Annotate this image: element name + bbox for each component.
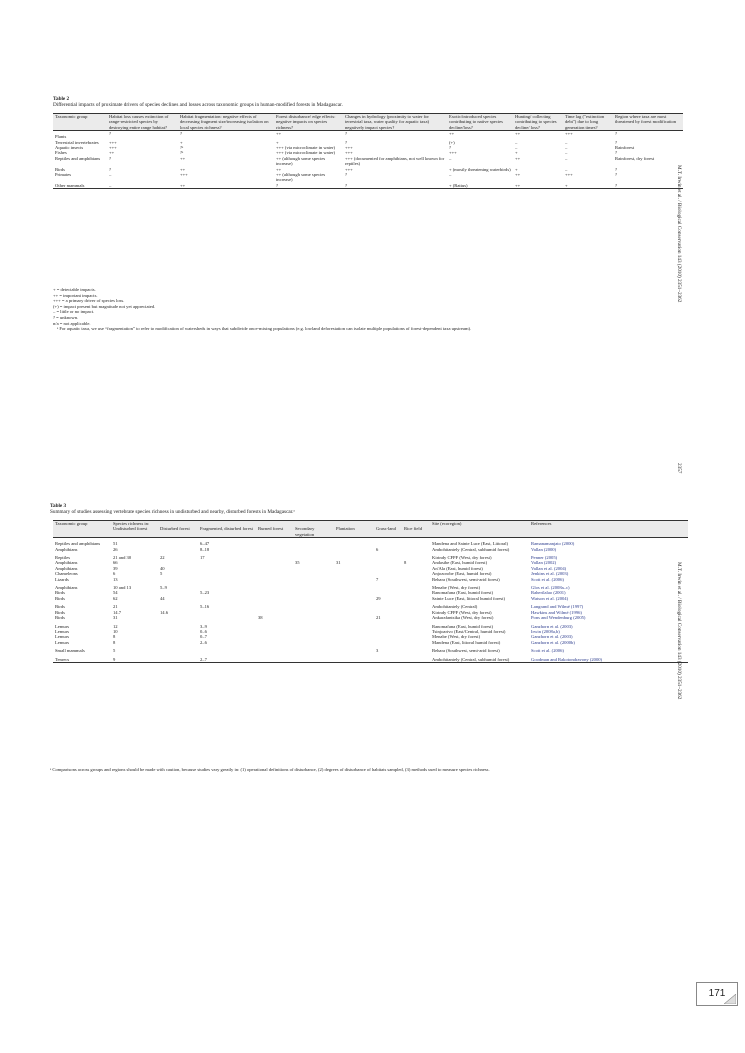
table-cell: 21 and 30 bbox=[113, 555, 132, 561]
table-cell bbox=[402, 645, 430, 653]
table-cell: 8 bbox=[404, 560, 407, 566]
table-cell: ? bbox=[615, 139, 618, 145]
table-cell: +++ bbox=[449, 150, 457, 156]
table-cell bbox=[374, 654, 402, 663]
table3-note: ᵃ Comparisons across groups and regions should be made with caution, because studies vary greatly in: (1) operational definitions of disturbance, (2) degrees of disturbance of habitats sampled, (3) methods used to measure species richness. bbox=[50, 767, 490, 772]
table-cell: Behara (Southwest, semi-arid forest) bbox=[432, 648, 500, 654]
table-cell: – bbox=[109, 172, 112, 178]
table-cell: Sainte Luce (East, littoral humid forest) bbox=[432, 595, 505, 601]
table2-note-line: – = little or no impact. bbox=[53, 309, 95, 315]
table-cell bbox=[198, 645, 256, 653]
reference-link[interactable]: Scott et al. (2006) bbox=[531, 576, 564, 582]
reference-link[interactable]: Glos et al. (2008a–c) bbox=[531, 585, 570, 591]
table2-note-line: ᵃ For aquatic taxa, we use “fragmentation” to refer to modification of watersheds in ways that subdivide once-mixing populations (e.g. lowland deforestation can isolate multiple populations of forest-dependent taxa upstream). bbox=[57, 326, 472, 332]
table-cell: – bbox=[565, 150, 568, 156]
taxon-cell: Primates bbox=[55, 172, 72, 178]
table-cell: – bbox=[565, 139, 568, 145]
table-cell: +++ bbox=[565, 172, 573, 178]
reference-link[interactable]: Ganzhorn et al. (2003) bbox=[531, 623, 573, 629]
table-cell: ++ bbox=[515, 182, 521, 188]
table-cell: 66 bbox=[113, 560, 118, 566]
table2-notes bbox=[53, 287, 693, 332]
table-cell: ? bbox=[449, 145, 452, 151]
table-cell: +++ bbox=[109, 139, 117, 145]
table-cell: 6 bbox=[376, 546, 379, 552]
table-cell: + bbox=[180, 139, 183, 145]
table-cell: Ambohitantely (Central, subhumid forest) bbox=[432, 656, 510, 662]
table-cell: 3–9 bbox=[200, 623, 207, 629]
table-cell: 21 bbox=[113, 604, 118, 610]
table3-header-cell: References bbox=[529, 521, 688, 538]
table3 bbox=[53, 520, 688, 663]
table-row bbox=[53, 645, 688, 653]
table-cell: ? bbox=[345, 139, 348, 145]
table-cell: + (mostly threatening waterbirds) bbox=[449, 166, 511, 172]
table-cell: Ambohitantely (Central) bbox=[432, 604, 478, 610]
table-cell: ? bbox=[345, 131, 348, 137]
table-cell bbox=[158, 654, 198, 663]
table-cell bbox=[158, 538, 198, 547]
table-cell: 14.7 bbox=[113, 609, 122, 615]
table-cell: 9 bbox=[113, 656, 116, 662]
table-cell bbox=[334, 552, 374, 560]
table-cell: 8 bbox=[113, 639, 116, 645]
table2-header-cell: Exotic/introduced species contributing to native species decline/loss? bbox=[447, 114, 513, 131]
reference-link[interactable]: Goodman and Rakotondravony (2000) bbox=[531, 656, 603, 662]
taxon-cell: Plants bbox=[55, 134, 67, 140]
table-cell: – bbox=[449, 172, 452, 178]
table2-body bbox=[53, 131, 683, 189]
table-cell: + bbox=[565, 182, 568, 188]
table-cell: (+) bbox=[449, 139, 455, 145]
table-cell: 40 bbox=[160, 565, 165, 571]
table-cell bbox=[402, 582, 430, 590]
reference-link[interactable]: Vallan (2000) bbox=[531, 546, 557, 552]
reference-link[interactable]: Vallan et al. (2004) bbox=[531, 565, 567, 571]
table-cell: 31 bbox=[113, 615, 118, 621]
table2-note-line: (+) = impact present but magnitude not yet appreciated. bbox=[53, 303, 156, 309]
table-cell: 10 bbox=[113, 628, 118, 634]
table-cell: – bbox=[109, 182, 112, 188]
table3-header-cell: Grass-land bbox=[374, 526, 402, 537]
table-cell: +++ bbox=[565, 131, 573, 137]
table-cell: ? bbox=[276, 182, 279, 188]
table-cell: Menabe (West, dry forest) bbox=[432, 634, 481, 640]
table-cell bbox=[293, 552, 334, 560]
table-cell: Kirindy CFPF (West, dry forest) bbox=[432, 555, 492, 561]
table-cell: ? bbox=[615, 150, 618, 156]
table-cell: ++ (although some species increase) bbox=[276, 155, 326, 167]
table-cell: An'Ala (East, humid forest) bbox=[432, 565, 483, 571]
table3-header-cell: Site (ecoregion) bbox=[430, 521, 529, 538]
table2-title: Differential impacts of proximate drivers of species declines and losses across taxonomic groups in human-modified forests in Madagascar. bbox=[53, 102, 343, 109]
table2-header-cell: Region where taxa are most threatened by forest modification bbox=[613, 114, 683, 131]
table-cell: 7 bbox=[376, 576, 379, 582]
table-cell: 62 bbox=[113, 595, 118, 601]
table2 bbox=[53, 113, 683, 189]
table-row bbox=[53, 131, 683, 140]
table-cell: ++ bbox=[515, 131, 521, 137]
table2-header-cell: Hunting/ collecting contributing to species decline/ loss? bbox=[513, 114, 563, 131]
table-cell bbox=[374, 582, 402, 590]
table-cell: 5–23 bbox=[200, 590, 210, 596]
table-cell bbox=[158, 645, 198, 653]
table-cell: ++ bbox=[109, 150, 115, 156]
table-cell: ? bbox=[345, 172, 348, 178]
table-cell: Mandena (East, littoral humid forest) bbox=[432, 639, 501, 645]
running-head-bottom: M.T. Irwin et al. / Biological Conservation 143 (2010) 2351–2362 bbox=[676, 562, 682, 700]
table-cell: ++ bbox=[180, 182, 186, 188]
table2-note-line: ? = unknown. bbox=[53, 314, 79, 320]
taxon-cell: Birds bbox=[55, 590, 65, 596]
table-cell: 8 bbox=[113, 634, 116, 640]
table-cell: ++ bbox=[180, 166, 186, 172]
table-cell: ? bbox=[109, 155, 112, 161]
reference-link[interactable]: Watson et al. (2004) bbox=[531, 595, 569, 601]
table-cell bbox=[158, 601, 198, 609]
table-cell bbox=[374, 538, 402, 547]
table-cell: 3 bbox=[376, 648, 379, 654]
table3-header-cell: Taxonomic group bbox=[53, 521, 111, 538]
taxon-cell: Fishes bbox=[55, 150, 67, 156]
table-cell: 14.6 bbox=[160, 609, 169, 615]
table3-header-cell: Species richness in: bbox=[111, 521, 430, 527]
table-cell: ++ bbox=[449, 131, 455, 137]
table-cell: 26 bbox=[113, 546, 118, 552]
table-cell: ++ bbox=[180, 155, 186, 161]
table-cell: 2–7 bbox=[200, 656, 207, 662]
reference-link[interactable]: Ganzhorn et al. (2000b) bbox=[531, 639, 575, 645]
table-cell: +++ bbox=[345, 166, 353, 172]
table-cell: – bbox=[449, 155, 452, 161]
table3-header-cell: Undisturbed forest bbox=[111, 526, 158, 537]
taxon-cell: Aquatic insects bbox=[55, 145, 84, 151]
table-cell bbox=[334, 645, 374, 653]
table-cell: 51 bbox=[113, 541, 118, 547]
table-cell: + bbox=[276, 139, 279, 145]
table-cell: ? bbox=[180, 131, 183, 137]
table2-note-line: +++ = a primary driver of species loss. bbox=[53, 298, 125, 304]
table-cell: 0–6 bbox=[200, 628, 207, 634]
table-cell: ? bbox=[615, 182, 618, 188]
taxon-cell: Other mammals bbox=[55, 182, 85, 188]
table-cell: Ranomafana (East, humid forest) bbox=[432, 590, 493, 596]
table-cell bbox=[334, 654, 374, 663]
table-cell: Kirindy CFPF (West, dry forest) bbox=[432, 609, 492, 615]
table-cell: +++ bbox=[345, 145, 353, 151]
table-cell: Anjozorobe (East, humid forest) bbox=[432, 571, 492, 577]
table-cell: 17 bbox=[200, 555, 205, 561]
table-row bbox=[53, 183, 683, 189]
table-cell bbox=[402, 538, 430, 547]
table-cell bbox=[402, 621, 430, 629]
table-cell: 5 bbox=[160, 571, 163, 577]
table2-header-cell: Forest disturbance/ edge effects: negative impacts on species richness? bbox=[274, 114, 343, 131]
table-cell bbox=[374, 601, 402, 609]
table-cell: ? bbox=[615, 172, 618, 178]
table-cell: 29 bbox=[376, 595, 381, 601]
table-cell: – bbox=[565, 155, 568, 161]
table-cell bbox=[293, 582, 334, 590]
table-cell: 35 bbox=[295, 560, 300, 566]
table-cell bbox=[293, 621, 334, 629]
table-cell: +++ bbox=[109, 145, 117, 151]
table-row bbox=[53, 538, 688, 547]
table3-header bbox=[53, 521, 688, 538]
table2-header-cell: Habitat loss causes extinction of range-restricted species by destroying entire range habitat? bbox=[107, 114, 178, 131]
taxon-cell: Terrestrial invertebrates bbox=[55, 139, 99, 145]
taxon-cell: Birds bbox=[55, 595, 65, 601]
table-cell bbox=[198, 582, 256, 590]
table2-note-line: + = detectable impacts. bbox=[53, 287, 96, 292]
table-cell bbox=[293, 645, 334, 653]
reference-link[interactable]: Ramanamanjato (2000) bbox=[531, 541, 575, 547]
table-cell: ?ᵃ bbox=[180, 145, 184, 151]
table-cell: Ankarafantsika (West, dry forest) bbox=[432, 615, 494, 621]
table-cell: ++ bbox=[276, 166, 282, 172]
table-cell: 8–18 bbox=[200, 546, 210, 552]
table-cell: ? bbox=[615, 131, 618, 137]
table-cell bbox=[256, 645, 293, 653]
table-cell: 38 bbox=[258, 615, 263, 621]
table-cell bbox=[256, 601, 293, 609]
running-head-top: M.T. Irwin et al. / Biological Conservation 143 (2010) 2351–2362 bbox=[676, 165, 682, 303]
table-cell bbox=[374, 621, 402, 629]
table-cell: Tsinjoarivo (East/Central, humid forest) bbox=[432, 628, 506, 634]
taxon-cell: Lemurs bbox=[55, 623, 70, 629]
table2-note-line: n/a = not applicable. bbox=[53, 320, 91, 326]
reference-link[interactable]: Penner (2005) bbox=[531, 555, 558, 561]
table-cell: – bbox=[565, 166, 568, 172]
table-cell: 21 bbox=[376, 615, 381, 621]
table-cell bbox=[293, 654, 334, 663]
table-cell: 5 bbox=[113, 648, 116, 654]
page-mid-number: 2357 bbox=[676, 463, 682, 474]
reference-link[interactable]: Langrand and Wilmé (1997) bbox=[531, 604, 584, 610]
table-cell: ++ bbox=[276, 131, 282, 137]
table3-caption bbox=[50, 503, 690, 516]
table-cell: ++ (although some species increase) bbox=[276, 172, 326, 183]
table-cell: – bbox=[515, 145, 518, 151]
taxon-cell: Lemurs bbox=[55, 628, 70, 634]
taxon-cell: Birds bbox=[55, 604, 65, 610]
table3-header-cell: Plantation bbox=[334, 526, 374, 537]
table-cell bbox=[158, 621, 198, 629]
table-row bbox=[53, 156, 683, 167]
reference-link[interactable]: Jenkins et al. (2003) bbox=[531, 571, 569, 577]
table2-header-cell: Habitat fragmentation: negative effects of decreasing fragment size/increasing isolation on local species richness? bbox=[178, 114, 274, 131]
taxon-cell: Birds bbox=[55, 166, 65, 172]
table-cell: 0–7 bbox=[200, 634, 207, 640]
table2-header-cell: Taxonomic group bbox=[53, 114, 107, 131]
table-cell: Mandena and Sainte Luce (East, Littoral) bbox=[432, 541, 509, 547]
table-cell: +++ bbox=[180, 172, 188, 178]
table3-header-cell: Disturbed forest bbox=[158, 526, 198, 537]
table3-header-cell: Fragmented, disturbed forest bbox=[198, 526, 256, 537]
table-cell: +++ (documented for amphibians, not well known for reptiles) bbox=[345, 155, 445, 167]
taxon-cell: Reptiles bbox=[55, 555, 71, 561]
table-cell: 44 bbox=[160, 595, 165, 601]
table-cell bbox=[402, 654, 430, 663]
table2-header-cell: Time lag ("extinction debt") due to long generation times? bbox=[563, 114, 613, 131]
table-cell: + bbox=[515, 150, 518, 156]
table-cell: Andasibe (East, humid forest) bbox=[432, 560, 488, 566]
reference-link[interactable]: Ganzhorn et al. (2003) bbox=[531, 634, 573, 640]
taxon-cell: Reptiles and amphibians bbox=[55, 541, 101, 547]
table-cell: ? bbox=[109, 131, 112, 137]
table-row bbox=[53, 582, 688, 590]
table-cell: 13 bbox=[113, 576, 118, 582]
table-cell: 5–9 bbox=[160, 585, 167, 591]
table-cell: Ranomafana (East, humid forest) bbox=[432, 623, 493, 629]
reference-link[interactable]: Scott et al. (2006) bbox=[531, 648, 564, 654]
table2-note-line: ++ = important impacts. bbox=[53, 292, 98, 298]
table-cell: Behara (Southwest, semi-arid forest) bbox=[432, 576, 500, 582]
reference-link[interactable]: Pons and Wendenburg (2005) bbox=[531, 615, 586, 621]
reference-link[interactable]: Hawkins and Wilmé (1996) bbox=[531, 609, 582, 615]
taxon-cell: Lemurs bbox=[55, 639, 70, 645]
table-cell bbox=[256, 654, 293, 663]
taxon-cell: Birds bbox=[55, 609, 65, 615]
table-cell bbox=[256, 582, 293, 590]
taxon-cell: Small mammals bbox=[55, 648, 85, 654]
table-cell: 2–6 bbox=[200, 639, 207, 645]
table3-body bbox=[53, 538, 688, 663]
table2-label: Table 2 bbox=[53, 96, 70, 102]
table2-header-row bbox=[53, 114, 683, 131]
reference-link[interactable]: Irwin (2008a,b) bbox=[531, 628, 560, 634]
table-cell bbox=[256, 552, 293, 560]
table-row bbox=[53, 654, 688, 663]
reference-link[interactable]: Vallan (2002) bbox=[531, 560, 557, 566]
table-cell: 22 bbox=[160, 555, 165, 561]
table3-header-cell: Secondary vegetation bbox=[293, 526, 334, 537]
taxon-cell: Reptiles and amphibians bbox=[55, 155, 101, 161]
table-cell bbox=[402, 601, 430, 609]
taxon-cell: Amphibians bbox=[55, 565, 78, 571]
table-cell: Menabe (West, dry forest) bbox=[432, 585, 481, 591]
table-cell: – bbox=[515, 139, 518, 145]
taxon-cell: Tenrecs bbox=[55, 656, 70, 662]
table3-header-cell: Rice field bbox=[402, 526, 430, 537]
table-cell bbox=[256, 621, 293, 629]
page-number: 171 bbox=[696, 982, 738, 1006]
table-cell: +++ bbox=[345, 150, 353, 156]
table-cell bbox=[293, 601, 334, 609]
table-cell bbox=[374, 552, 402, 560]
table-cell: ++ bbox=[515, 155, 521, 161]
taxon-cell: Chameleons bbox=[55, 571, 78, 577]
table-row bbox=[53, 172, 683, 183]
table-cell bbox=[334, 621, 374, 629]
taxon-cell: Lemurs bbox=[55, 634, 70, 640]
table-cell: 5–16 bbox=[200, 604, 210, 610]
table-row bbox=[53, 552, 688, 560]
table-cell bbox=[334, 601, 374, 609]
table-cell: +++ (via microclimate in water) bbox=[276, 145, 336, 151]
table-cell: ? bbox=[345, 182, 348, 188]
table-cell: 39 bbox=[113, 565, 118, 571]
table-cell: Rainforest bbox=[615, 145, 635, 151]
table-cell: 10 and 13 bbox=[113, 585, 132, 591]
table3-label: Table 3 bbox=[50, 503, 67, 509]
table-cell: Rainforest, dry forest bbox=[615, 155, 655, 161]
table-cell bbox=[402, 552, 430, 560]
table-cell: Ambohitantely (Central, subhumid forest) bbox=[432, 546, 510, 552]
table-cell bbox=[334, 582, 374, 590]
table-cell: ? bbox=[615, 166, 618, 172]
table-cell: ++ bbox=[515, 172, 521, 178]
table-cell: 6 bbox=[113, 571, 116, 577]
table-cell: + (Rattus) bbox=[449, 182, 468, 188]
table-cell: +++ (via microclimate in water) bbox=[276, 150, 336, 156]
table3-header-cell: Burned forest bbox=[256, 526, 293, 537]
table-cell bbox=[334, 538, 374, 547]
table-row bbox=[53, 601, 688, 609]
table-cell: 12 bbox=[113, 623, 118, 629]
taxon-cell: Amphibians bbox=[55, 585, 78, 591]
table-cell: 31 bbox=[336, 560, 341, 566]
table-cell: 6–47 bbox=[200, 541, 210, 547]
table2-caption bbox=[53, 96, 683, 109]
taxon-cell: Birds bbox=[55, 615, 65, 621]
page-fold-icon bbox=[724, 994, 736, 1004]
table-cell bbox=[256, 538, 293, 547]
table3-title: Summary of studies assessing vertebrate species richness in undisturbed and nearby, disturbed forests in Madagascar.ᵃ bbox=[50, 509, 295, 516]
reference-link[interactable]: Raherilalao (2001) bbox=[531, 590, 566, 596]
taxon-cell: Amphibians bbox=[55, 546, 78, 552]
taxon-cell: Amphibians bbox=[55, 560, 78, 566]
taxon-cell: Lizards bbox=[55, 576, 69, 582]
table2-header-cell: Changes in hydrology (proximity to water for terrestrial taxa, water quality for aquatic taxa) negatively impact species? bbox=[343, 114, 447, 131]
table-cell: ? bbox=[109, 166, 112, 172]
table-cell: ?ᵃ bbox=[180, 150, 184, 156]
table-row bbox=[53, 621, 688, 629]
table-cell bbox=[293, 538, 334, 547]
table-cell: + bbox=[515, 166, 518, 172]
table-cell: 54 bbox=[113, 590, 118, 596]
table-cell: – bbox=[565, 145, 568, 151]
